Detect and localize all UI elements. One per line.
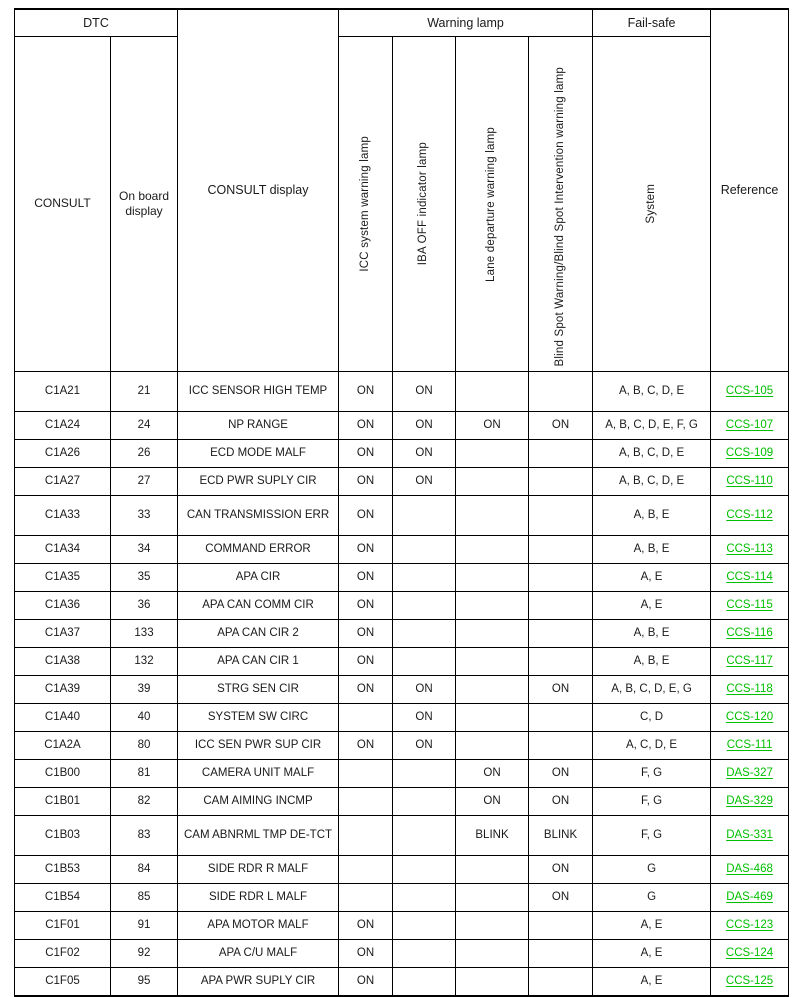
column-header-icc-system-warning-lamp (339, 37, 393, 372)
table-row (15, 760, 789, 788)
system-label: System (644, 184, 657, 224)
cell-consult-display: ICC SEN PWR SUP CIR (178, 732, 339, 760)
cell-blind-spot-lamp: ON (529, 788, 593, 816)
cell-consult-display: STRG SEN CIR (178, 676, 339, 704)
column-header-iba-off-indicator-lamp (393, 37, 456, 372)
cell-system: A, B, C, D, E, G (593, 676, 711, 704)
cell-blind-spot-lamp (529, 940, 593, 968)
dtc-table (14, 8, 789, 997)
cell-icc-system-warning-lamp: ON (339, 912, 393, 940)
cell-reference (711, 468, 789, 496)
cell-icc-system-warning-lamp: ON (339, 468, 393, 496)
cell-consult-display: SYSTEM SW CIRC (178, 704, 339, 732)
cell-reference (711, 912, 789, 940)
reference-link[interactable]: CCS-118 (726, 682, 773, 695)
cell-system: A, B, E (593, 620, 711, 648)
cell-blind-spot-lamp (529, 496, 593, 536)
column-header-system (593, 37, 711, 372)
cell-consult-code: C1B01 (15, 788, 111, 816)
cell-icc-system-warning-lamp: ON (339, 592, 393, 620)
cell-consult-display: ICC SENSOR HIGH TEMP (178, 372, 339, 412)
cell-consult-display: SIDE RDR L MALF (178, 884, 339, 912)
cell-reference (711, 816, 789, 856)
reference-link[interactable]: DAS-327 (726, 766, 773, 779)
table-row (15, 968, 789, 997)
dtc-table-body (15, 9, 789, 996)
cell-consult-display: CAMERA UNIT MALF (178, 760, 339, 788)
cell-lane-departure-warning-lamp (456, 592, 529, 620)
cell-lane-departure-warning-lamp (456, 564, 529, 592)
cell-reference (711, 856, 789, 884)
cell-blind-spot-lamp (529, 592, 593, 620)
cell-iba-off-indicator-lamp (393, 968, 456, 997)
cell-onboard-display: 33 (111, 496, 178, 536)
cell-reference (711, 760, 789, 788)
lane-departure-warning-lamp-label: Lane departure warning lamp (485, 126, 498, 282)
cell-lane-departure-warning-lamp: ON (456, 760, 529, 788)
cell-system: A, B, E (593, 536, 711, 564)
cell-system: F, G (593, 760, 711, 788)
cell-blind-spot-lamp (529, 912, 593, 940)
reference-link[interactable]: CCS-111 (726, 738, 773, 751)
cell-lane-departure-warning-lamp: ON (456, 412, 529, 440)
table-row (15, 440, 789, 468)
reference-link[interactable]: CCS-117 (726, 654, 773, 667)
cell-reference (711, 440, 789, 468)
cell-icc-system-warning-lamp: ON (339, 732, 393, 760)
cell-consult-code: C1A36 (15, 592, 111, 620)
group-header-fail-safe: Fail-safe (593, 9, 711, 37)
cell-blind-spot-lamp (529, 704, 593, 732)
cell-consult-display: APA CIR (178, 564, 339, 592)
reference-link[interactable]: CCS-112 (726, 508, 773, 521)
reference-link[interactable]: CCS-116 (726, 626, 773, 639)
reference-label: Reference (720, 183, 779, 198)
cell-onboard-display: 85 (111, 884, 178, 912)
cell-reference (711, 704, 789, 732)
cell-onboard-display: 34 (111, 536, 178, 564)
cell-onboard-display: 81 (111, 760, 178, 788)
cell-lane-departure-warning-lamp (456, 536, 529, 564)
cell-reference (711, 676, 789, 704)
cell-consult-code: C1A2A (15, 732, 111, 760)
cell-iba-off-indicator-lamp (393, 884, 456, 912)
cell-onboard-display: 26 (111, 440, 178, 468)
table-row (15, 496, 789, 536)
table-row (15, 620, 789, 648)
cell-consult-display: CAM AIMING INCMP (178, 788, 339, 816)
table-row (15, 564, 789, 592)
cell-consult-code: C1F01 (15, 912, 111, 940)
cell-reference (711, 620, 789, 648)
cell-lane-departure-warning-lamp (456, 856, 529, 884)
cell-consult-code: C1B00 (15, 760, 111, 788)
cell-onboard-display: 27 (111, 468, 178, 496)
cell-system: A, C, D, E (593, 732, 711, 760)
cell-consult-display: CAM ABNRML TMP DE-TCT (178, 816, 339, 856)
reference-link[interactable]: CCS-107 (725, 418, 774, 431)
cell-lane-departure-warning-lamp (456, 940, 529, 968)
cell-blind-spot-lamp (529, 468, 593, 496)
table-row (15, 468, 789, 496)
cell-lane-departure-warning-lamp (456, 440, 529, 468)
cell-icc-system-warning-lamp: ON (339, 412, 393, 440)
cell-iba-off-indicator-lamp: ON (393, 412, 456, 440)
cell-icc-system-warning-lamp (339, 704, 393, 732)
cell-icc-system-warning-lamp: ON (339, 648, 393, 676)
table-row (15, 372, 789, 412)
cell-lane-departure-warning-lamp (456, 648, 529, 676)
blind-spot-lamp-label: Blind Spot Warning/Blind Spot Intervention warning lamp (553, 67, 566, 367)
cell-system: F, G (593, 816, 711, 856)
cell-iba-off-indicator-lamp (393, 496, 456, 536)
cell-system: A, B, C, D, E, F, G (593, 412, 711, 440)
cell-icc-system-warning-lamp: ON (339, 676, 393, 704)
cell-consult-code: C1A34 (15, 536, 111, 564)
cell-consult-code: C1A40 (15, 704, 111, 732)
cell-system: A, E (593, 968, 711, 997)
cell-consult-code: C1A24 (15, 412, 111, 440)
cell-consult-code: C1A21 (15, 372, 111, 412)
cell-blind-spot-lamp: ON (529, 884, 593, 912)
column-header-onboard-display (111, 37, 178, 372)
cell-reference (711, 564, 789, 592)
cell-system: A, B, E (593, 648, 711, 676)
cell-icc-system-warning-lamp: ON (339, 372, 393, 412)
cell-lane-departure-warning-lamp (456, 732, 529, 760)
table-row (15, 732, 789, 760)
cell-consult-code: C1B53 (15, 856, 111, 884)
cell-system: G (593, 884, 711, 912)
cell-lane-departure-warning-lamp (456, 704, 529, 732)
cell-lane-departure-warning-lamp (456, 884, 529, 912)
cell-consult-code: C1B03 (15, 816, 111, 856)
cell-icc-system-warning-lamp: ON (339, 564, 393, 592)
reference-link[interactable]: CCS-113 (726, 542, 773, 555)
column-header-consult-display (178, 9, 339, 372)
cell-blind-spot-lamp (529, 372, 593, 412)
table-row (15, 648, 789, 676)
cell-reference (711, 968, 789, 997)
cell-reference (711, 592, 789, 620)
cell-onboard-display: 91 (111, 912, 178, 940)
cell-iba-off-indicator-lamp: ON (393, 440, 456, 468)
cell-icc-system-warning-lamp (339, 816, 393, 856)
table-row (15, 884, 789, 912)
cell-system: F, G (593, 788, 711, 816)
cell-consult-code: C1F05 (15, 968, 111, 997)
column-header-reference (711, 9, 789, 372)
reference-link[interactable]: CCS-114 (726, 570, 773, 583)
cell-system: C, D (593, 704, 711, 732)
cell-consult-display: SIDE RDR R MALF (178, 856, 339, 884)
cell-lane-departure-warning-lamp (456, 468, 529, 496)
consult-display-label: CONSULT display (207, 183, 309, 198)
reference-link[interactable]: CCS-115 (726, 598, 773, 611)
cell-onboard-display: 21 (111, 372, 178, 412)
table-row (15, 940, 789, 968)
cell-lane-departure-warning-lamp (456, 620, 529, 648)
reference-link[interactable]: CCS-124 (725, 946, 774, 959)
cell-consult-display: APA CAN COMM CIR (178, 592, 339, 620)
cell-icc-system-warning-lamp (339, 760, 393, 788)
cell-iba-off-indicator-lamp (393, 912, 456, 940)
cell-blind-spot-lamp (529, 536, 593, 564)
cell-icc-system-warning-lamp (339, 884, 393, 912)
cell-icc-system-warning-lamp (339, 788, 393, 816)
cell-consult-display: APA PWR SUPLY CIR (178, 968, 339, 997)
cell-iba-off-indicator-lamp (393, 592, 456, 620)
reference-link[interactable]: CCS-125 (725, 974, 774, 987)
cell-blind-spot-lamp: BLINK (529, 816, 593, 856)
cell-reference (711, 536, 789, 564)
reference-link[interactable]: CCS-123 (725, 918, 774, 931)
cell-icc-system-warning-lamp: ON (339, 536, 393, 564)
table-row (15, 856, 789, 884)
cell-onboard-display: 133 (111, 620, 178, 648)
cell-lane-departure-warning-lamp (456, 968, 529, 997)
cell-consult-display: COMMAND ERROR (178, 536, 339, 564)
cell-onboard-display: 35 (111, 564, 178, 592)
cell-iba-off-indicator-lamp (393, 760, 456, 788)
reference-link[interactable]: CCS-110 (726, 474, 773, 487)
cell-icc-system-warning-lamp (339, 856, 393, 884)
cell-system: A, B, E (593, 496, 711, 536)
column-header-blind-spot-lamp (529, 37, 593, 372)
cell-blind-spot-lamp: ON (529, 412, 593, 440)
iba-off-indicator-lamp-label: IBA OFF indicator lamp (417, 142, 430, 266)
group-header-warning-lamp: Warning lamp (339, 9, 593, 37)
column-header-lane-departure-warning-lamp (456, 37, 529, 372)
column-header-consult (15, 37, 111, 372)
cell-consult-display: CAN TRANSMISSION ERR (178, 496, 339, 536)
cell-iba-off-indicator-lamp (393, 856, 456, 884)
cell-consult-code: C1A33 (15, 496, 111, 536)
table-row (15, 536, 789, 564)
cell-lane-departure-warning-lamp (456, 372, 529, 412)
cell-blind-spot-lamp: ON (529, 676, 593, 704)
cell-iba-off-indicator-lamp (393, 940, 456, 968)
cell-iba-off-indicator-lamp (393, 816, 456, 856)
cell-iba-off-indicator-lamp (393, 564, 456, 592)
cell-onboard-display: 82 (111, 788, 178, 816)
cell-reference (711, 648, 789, 676)
cell-blind-spot-lamp (529, 440, 593, 468)
cell-consult-display: APA MOTOR MALF (178, 912, 339, 940)
cell-iba-off-indicator-lamp: ON (393, 676, 456, 704)
cell-reference (711, 372, 789, 412)
cell-onboard-display: 92 (111, 940, 178, 968)
cell-lane-departure-warning-lamp: ON (456, 788, 529, 816)
cell-system: A, B, C, D, E (593, 440, 711, 468)
reference-link[interactable]: CCS-105 (725, 384, 774, 397)
group-header-row (15, 9, 789, 37)
cell-blind-spot-lamp (529, 620, 593, 648)
cell-onboard-display: 132 (111, 648, 178, 676)
reference-link[interactable]: DAS-469 (726, 890, 773, 903)
cell-onboard-display: 95 (111, 968, 178, 997)
reference-link[interactable]: DAS-331 (726, 828, 773, 841)
cell-system: A, E (593, 940, 711, 968)
cell-consult-display: ECD MODE MALF (178, 440, 339, 468)
cell-onboard-display: 36 (111, 592, 178, 620)
cell-consult-code: C1A38 (15, 648, 111, 676)
cell-iba-off-indicator-lamp: ON (393, 704, 456, 732)
cell-reference (711, 884, 789, 912)
cell-blind-spot-lamp (529, 648, 593, 676)
reference-link[interactable]: DAS-468 (726, 862, 773, 875)
cell-onboard-display: 83 (111, 816, 178, 856)
cell-reference (711, 732, 789, 760)
onboard-display-label-line2: display (125, 204, 163, 218)
cell-blind-spot-lamp: ON (529, 760, 593, 788)
table-row (15, 788, 789, 816)
cell-icc-system-warning-lamp: ON (339, 496, 393, 536)
cell-consult-code: C1A39 (15, 676, 111, 704)
reference-link[interactable]: DAS-329 (726, 794, 773, 807)
cell-system: G (593, 856, 711, 884)
icc-system-warning-lamp-label: ICC system warning lamp (358, 136, 371, 272)
cell-consult-code: C1A26 (15, 440, 111, 468)
cell-consult-code: C1A37 (15, 620, 111, 648)
cell-iba-off-indicator-lamp: ON (393, 468, 456, 496)
cell-lane-departure-warning-lamp: BLINK (456, 816, 529, 856)
cell-iba-off-indicator-lamp (393, 620, 456, 648)
cell-consult-display: APA C/U MALF (178, 940, 339, 968)
cell-icc-system-warning-lamp: ON (339, 940, 393, 968)
cell-lane-departure-warning-lamp (456, 496, 529, 536)
cell-reference (711, 496, 789, 536)
cell-onboard-display: 40 (111, 704, 178, 732)
cell-reference (711, 940, 789, 968)
cell-icc-system-warning-lamp: ON (339, 440, 393, 468)
table-row (15, 912, 789, 940)
table-row (15, 704, 789, 732)
cell-consult-display: APA CAN CIR 1 (178, 648, 339, 676)
cell-lane-departure-warning-lamp (456, 676, 529, 704)
cell-iba-off-indicator-lamp: ON (393, 732, 456, 760)
reference-link[interactable]: CCS-120 (725, 710, 774, 723)
cell-consult-code: C1A27 (15, 468, 111, 496)
cell-iba-off-indicator-lamp (393, 536, 456, 564)
cell-system: A, E (593, 912, 711, 940)
cell-system: A, E (593, 592, 711, 620)
cell-blind-spot-lamp (529, 732, 593, 760)
cell-consult-display: ECD PWR SUPLY CIR (178, 468, 339, 496)
reference-link[interactable]: CCS-109 (725, 446, 774, 459)
group-header-dtc: DTC (15, 9, 178, 37)
cell-icc-system-warning-lamp: ON (339, 968, 393, 997)
cell-iba-off-indicator-lamp (393, 788, 456, 816)
cell-onboard-display: 39 (111, 676, 178, 704)
cell-icc-system-warning-lamp: ON (339, 620, 393, 648)
cell-system: A, B, C, D, E (593, 468, 711, 496)
cell-blind-spot-lamp (529, 564, 593, 592)
cell-blind-spot-lamp: ON (529, 856, 593, 884)
cell-system: A, E (593, 564, 711, 592)
cell-iba-off-indicator-lamp (393, 648, 456, 676)
cell-lane-departure-warning-lamp (456, 912, 529, 940)
cell-onboard-display: 84 (111, 856, 178, 884)
consult-label: CONSULT (34, 196, 91, 211)
cell-consult-code: C1A35 (15, 564, 111, 592)
cell-consult-code: C1F02 (15, 940, 111, 968)
cell-iba-off-indicator-lamp: ON (393, 372, 456, 412)
cell-consult-display: APA CAN CIR 2 (178, 620, 339, 648)
column-header-row (15, 37, 789, 372)
cell-system: A, B, C, D, E (593, 372, 711, 412)
onboard-display-label-line1: On board (118, 189, 170, 203)
cell-onboard-display: 24 (111, 412, 178, 440)
cell-consult-code: C1B54 (15, 884, 111, 912)
cell-onboard-display: 80 (111, 732, 178, 760)
cell-consult-display: NP RANGE (178, 412, 339, 440)
table-row (15, 816, 789, 856)
table-row (15, 592, 789, 620)
table-row (15, 676, 789, 704)
cell-blind-spot-lamp (529, 968, 593, 997)
table-row (15, 412, 789, 440)
cell-reference (711, 412, 789, 440)
cell-reference (711, 788, 789, 816)
